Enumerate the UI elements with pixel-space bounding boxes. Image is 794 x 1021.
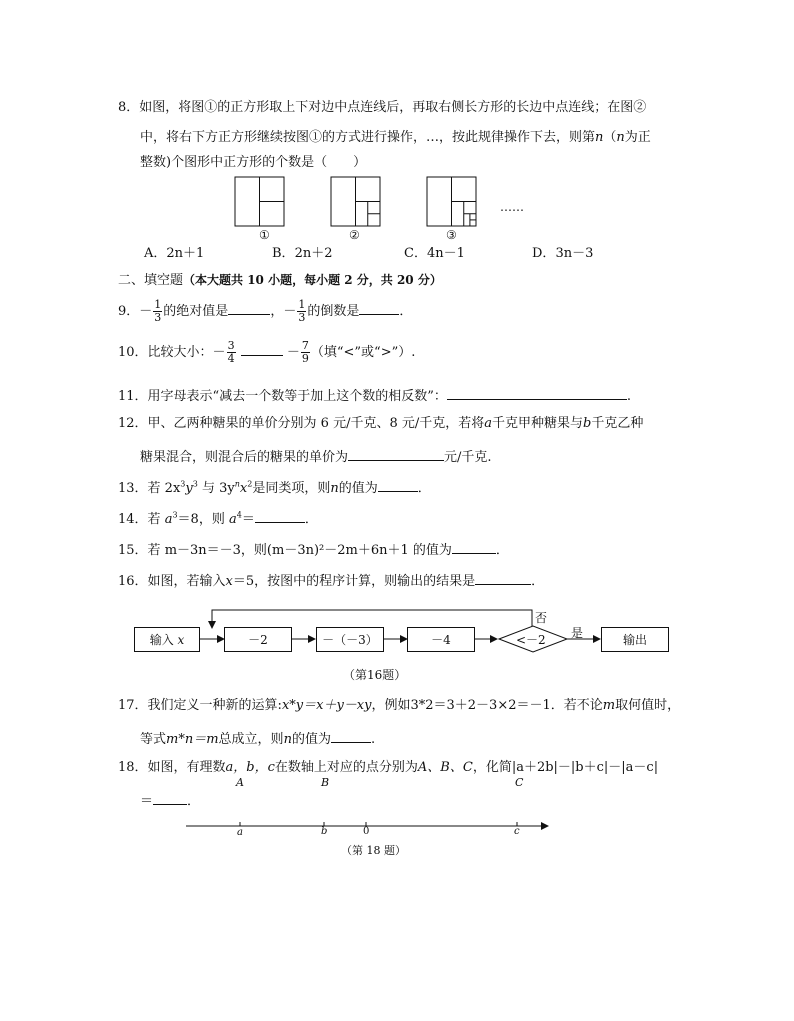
q11-blank[interactable] <box>447 386 627 400</box>
figure-1 <box>235 177 284 226</box>
q16-caption: （第16题） <box>343 668 407 682</box>
q15-blank[interactable] <box>452 540 496 554</box>
section-2-heading: 二、填空题（本大题共 10 小题，每小题 2 分，共 20 分） <box>118 273 442 288</box>
q18-label-B: B <box>321 776 330 789</box>
axis-label-a: a <box>237 827 243 838</box>
q11: 11．用字母表示“减去一个数等于加上这个数的相反数”： . <box>118 386 631 405</box>
q15: 15．若 m－3n＝－3，则(m－3n)²－2m＋6n＋1 的值为 ． <box>118 540 509 559</box>
q10-blank[interactable] <box>241 342 283 356</box>
q18-line1: 18．如图，有理数a，b，c在数轴上对应的点分别为A、B、C，化简|a＋2b|－|b＋c|－|a－c| <box>118 760 659 775</box>
q18-caption: （第 18 题） <box>341 844 406 857</box>
q10-fraction-2: $\frac{7}{9}$ <box>301 339 309 365</box>
q8-figures <box>232 175 532 245</box>
q18-blank[interactable] <box>153 791 187 805</box>
q8-option-d[interactable]: D．3n－3 <box>532 246 594 261</box>
flow-step-minus-neg3: －（－3） <box>316 627 384 652</box>
q8-line2: 中，将右下方正方形继续按图①的方式进行操作，…，按此规律操作下去，则第n（n为正 <box>140 130 651 145</box>
q8-option-c[interactable]: C．4n－1 <box>404 246 465 261</box>
q8-option-a[interactable]: A．2n＋1 <box>144 246 205 261</box>
q16: 16．如图，若输入x＝5，按图中的程序计算，则输出的结果是 ． <box>118 571 544 590</box>
q18-label-A: A <box>236 776 244 789</box>
q14: 14．若 $a^3=8$，则 $a^4=$ ． <box>118 510 318 527</box>
q17-line1: 17．我们定义一种新的运算:x*y＝x＋y－xy，例如3*2＝3＋2－3×2＝－1．若不论m取何值时， <box>118 698 681 713</box>
q18-line2: ＝ ． <box>140 791 200 810</box>
flow-input-box: 输入 x <box>134 627 200 652</box>
q9-fraction-2: $\frac{1}{3}$ <box>298 298 306 324</box>
q10-fraction-1: $\frac{3}{4}$ <box>227 339 235 365</box>
figure-2 <box>331 177 380 226</box>
q9-blank-1[interactable] <box>228 301 270 315</box>
axis-label-b: b <box>321 826 328 837</box>
flow-yes-label: 是 <box>571 626 584 640</box>
q17-line2: 等式m*n＝m总成立，则n的值为 . <box>140 729 375 748</box>
flow-step-minus-4: －4 <box>407 627 475 652</box>
q12-line1: 12．甲、乙两种糖果的单价分别为 6 元/千克、8 元/千克，若将a千克甲种糖果与b千克乙种 <box>118 416 644 431</box>
q13: 13．若 $2x^3y^3$ 与 $3y^nx^2$是同类项，则n的值为 ． <box>118 479 431 496</box>
figure-3 <box>427 177 476 226</box>
flow-step-minus-2: －2 <box>224 627 292 652</box>
q9: 9．－ $\frac{1}{3}$ 的绝对值是 ，－ $\frac{1}{3}$ 的倒数是 ． <box>118 298 413 324</box>
flow-output-box: 输出 <box>601 627 669 652</box>
q8-ellipsis: …… <box>500 200 524 214</box>
q9-fraction-1: $\frac{1}{3}$ <box>154 298 162 324</box>
q10: 10．比较大小：－ $\frac{3}{4}$ － $\frac{7}{9}$ （填“<”或“>”）. <box>118 339 416 365</box>
flow-condition: <－2 <box>516 633 546 647</box>
q8-line1: 8．如图，将图①的正方形取上下对边中点连线后，再取右侧长方形的长边中点连线；在图② <box>118 100 647 115</box>
q18-label-C: C <box>515 776 524 789</box>
q8-option-b[interactable]: B．2n＋2 <box>272 246 333 261</box>
q17-blank[interactable] <box>331 729 371 743</box>
axis-label-zero: 0 <box>363 826 370 837</box>
fig-label-1: ① <box>259 228 270 242</box>
fig-label-2: ② <box>349 228 360 242</box>
q9-blank-2[interactable] <box>359 301 399 315</box>
q12-blank[interactable] <box>348 447 444 461</box>
axis-label-c: c <box>514 826 520 837</box>
q16-blank[interactable] <box>475 571 531 585</box>
q12-line2: 糖果混合，则混合后的糖果的单价为 元/千克. <box>140 447 492 466</box>
flowchart-connectors <box>130 600 675 660</box>
q8-line3: 整数)个图形中正方形的个数是（ ） <box>140 155 367 170</box>
fig-label-3: ③ <box>446 228 457 242</box>
flow-no-label: 否 <box>535 611 548 625</box>
q14-blank[interactable] <box>255 509 305 523</box>
q13-blank[interactable] <box>378 478 418 492</box>
